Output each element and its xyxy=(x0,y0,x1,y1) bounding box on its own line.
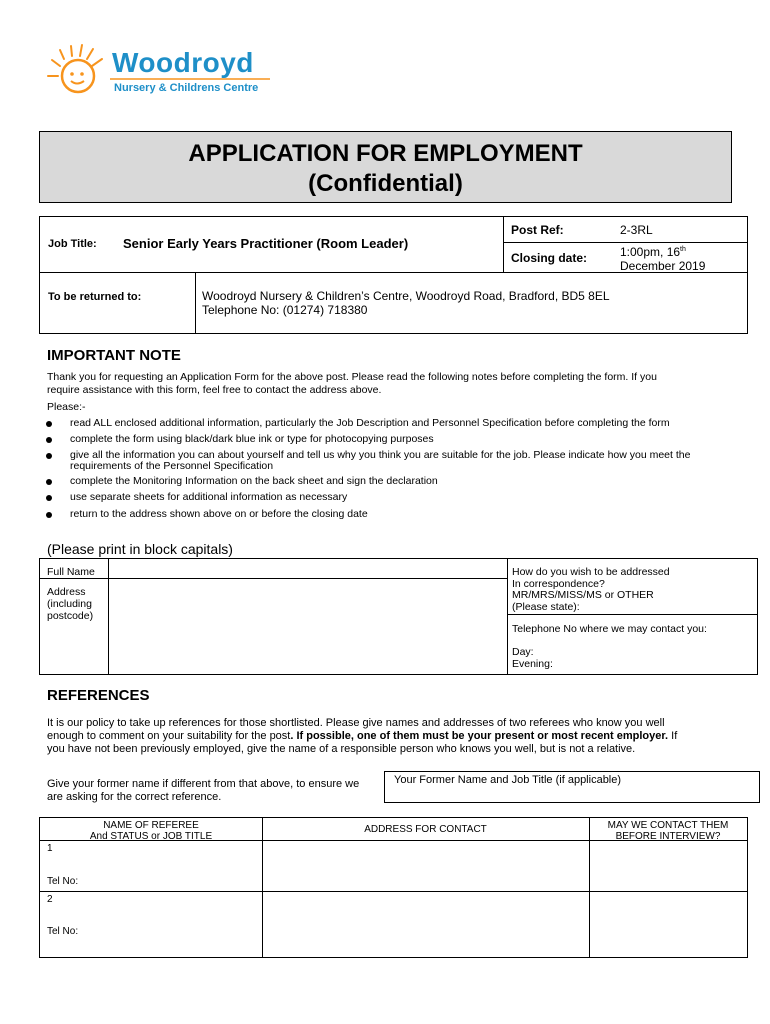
logo-subtitle: Nursery & Childrens Centre xyxy=(114,82,259,94)
personal-details-table xyxy=(39,558,758,675)
referee-1-tel-label: Tel No: xyxy=(47,876,79,887)
job-title-value: Senior Early Years Practitioner (Room Leader) xyxy=(123,236,409,251)
address-field[interactable] xyxy=(110,580,506,673)
evening-phone-label: Evening: xyxy=(512,658,553,670)
referee-2-address-field[interactable] xyxy=(263,892,588,956)
address-label: Address (including postcode) xyxy=(47,586,94,622)
form-title-box xyxy=(39,131,732,203)
former-name-label: Your Former Name and Job Title (if applicable) xyxy=(394,774,622,786)
references-heading: REFERENCES xyxy=(47,687,150,704)
full-name-field[interactable] xyxy=(110,560,506,577)
block-capitals-heading: (Please print in block capitals) xyxy=(47,541,233,557)
referee-1-name-field[interactable] xyxy=(41,841,261,890)
addressed-as-label: How do you wish to be addressed In correspondence? MR/MRS/MISS/MS or OTHER (Please state): xyxy=(512,566,670,613)
referees-table xyxy=(39,817,748,958)
form-subtitle: (Confidential) xyxy=(308,170,463,197)
closing-date-label: Closing date: xyxy=(511,251,588,265)
referee-name-header: NAME OF REFEREE And STATUS or JOB TITLE xyxy=(89,820,213,842)
job-info-table xyxy=(39,216,748,334)
return-to-address: Woodroyd Nursery & Children’s Centre, Woodroyd Road, Bradford, BD5 8EL Telephone No: (01274) 718380 xyxy=(202,289,610,317)
post-ref-label: Post Ref: xyxy=(511,223,564,237)
former-name-prompt: Give your former name if different from that above, to ensure we are asking for the correct reference. xyxy=(47,778,360,803)
logo-name: Woodroyd xyxy=(112,47,254,78)
referee-1-contact-field[interactable] xyxy=(590,841,746,890)
important-note-intro: Thank you for requesting an Application Form for the above post. Please read the following notes before completing the form. If you require assistance with this form, feel free to contact the address above. xyxy=(47,371,657,396)
former-name-field[interactable] xyxy=(384,771,760,803)
referee-1-address-field[interactable] xyxy=(263,841,588,890)
post-ref-value: 2-3RL xyxy=(620,223,653,237)
referee-2-number: 2 xyxy=(47,894,53,905)
references-paragraph: It is our policy to take up references for those shortlisted. Please give names and addresses of two referees who know you well enough to comment on your suitability for the post. If possible, one of them must be your present or most recent employer. If you have not been previously employed, give the name of a responsible person who knows you well, but is not a relative. xyxy=(47,717,678,755)
referee-2-contact-field[interactable] xyxy=(590,892,746,956)
sun-face-logo-icon xyxy=(42,40,114,100)
closing-date-value: 1:00pm, 16th December 2019 xyxy=(620,245,706,273)
referee-2-name-field[interactable] xyxy=(41,892,261,956)
return-to-label: To be returned to: xyxy=(48,291,142,303)
job-title-label: Job Title: xyxy=(48,238,97,250)
important-note-heading: IMPORTANT NOTE xyxy=(47,347,181,364)
address-header: ADDRESS FOR CONTACT xyxy=(364,824,487,835)
contact-before-interview-header: MAY WE CONTACT THEM BEFORE INTERVIEW? xyxy=(607,820,729,842)
full-name-label: Full Name xyxy=(47,566,95,578)
please-label: Please:- xyxy=(47,401,86,413)
referee-2-tel-label: Tel No: xyxy=(47,926,79,937)
telephone-label: Telephone No where we may contact you: xyxy=(512,623,707,635)
day-phone-label: Day: xyxy=(512,646,534,658)
referee-1-number: 1 xyxy=(47,843,53,854)
form-title: APPLICATION FOR EMPLOYMENT xyxy=(188,140,583,167)
